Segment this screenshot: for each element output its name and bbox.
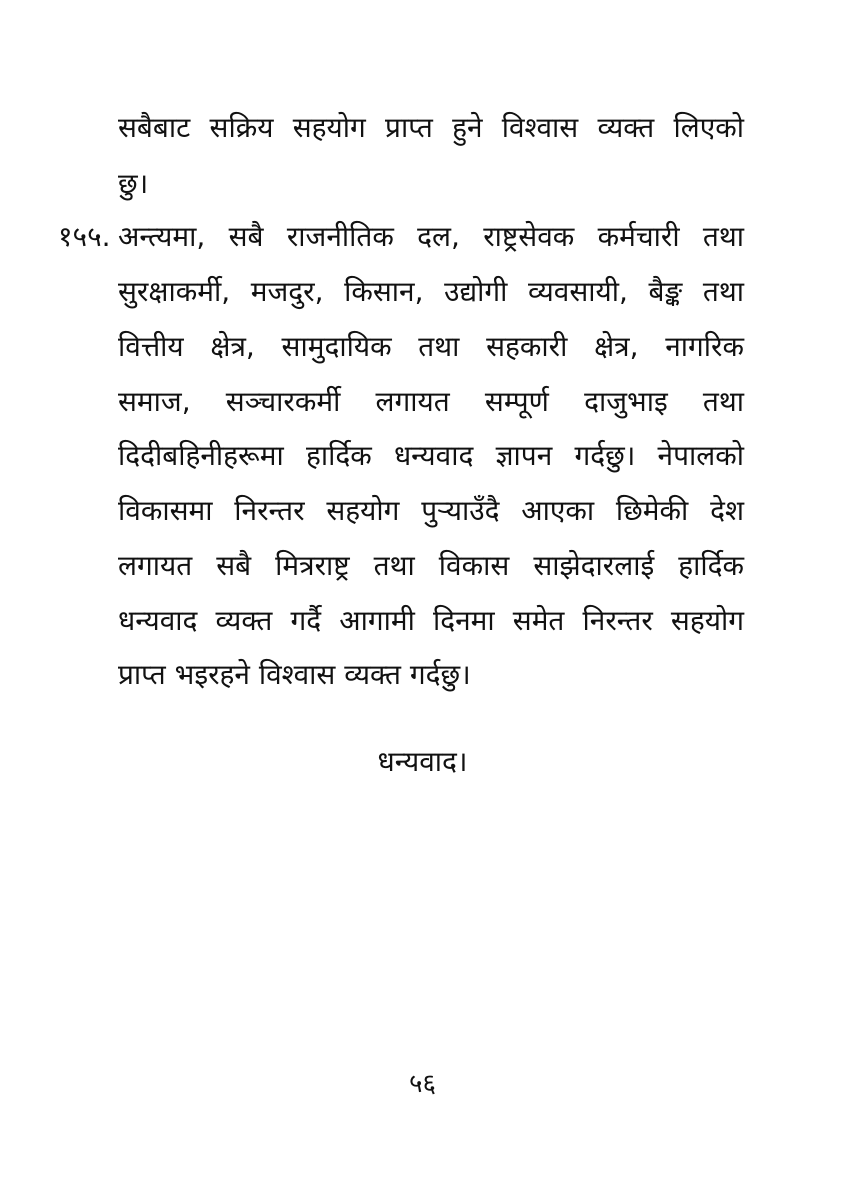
paragraph-line-6: विकासमा निरन्तर सहयोग पुऱ्याउँदै आएका छिमेकी देश [118, 494, 744, 527]
paragraph-number: १५५. [58, 220, 111, 253]
closing-thanks: धन्यवाद। [377, 745, 468, 778]
paragraph-line-7: लगायत सबै मित्रराष्ट्र तथा विकास साझेदारलाई हार्दिक [118, 549, 744, 582]
paragraph-line-9: प्राप्त भइरहने विश्वास व्यक्त गर्दछु। [118, 658, 471, 691]
paragraph-line-8: धन्यवाद व्यक्त गर्दै आगामी दिनमा समेत निरन्तर सहयोग [118, 604, 744, 637]
paragraph-line-3: वित्तीय क्षेत्र, सामुदायिक तथा सहकारी क्षेत्र, नागरिक [118, 330, 744, 363]
paragraph-line-1: अन्त्यमा, सबै राजनीतिक दल, राष्ट्रसेवक कर्मचारी तथा [118, 220, 744, 253]
page-number: ५६ [408, 1069, 437, 1099]
paragraph-line-5: दिदीबहिनीहरूमा हार्दिक धन्यवाद ज्ञापन गर्दछु। नेपालको [118, 439, 744, 472]
paragraph-line-4: समाज, सञ्चारकर्मी लगायत सम्पूर्ण दाजुभाइ तथा [118, 385, 744, 418]
paragraph-line-2: सुरक्षाकर्मी, मजदुर, किसान, उद्योगी व्यवसायी, बैङ्क तथा [118, 275, 744, 308]
continuation-line-1: सबैबाट सक्रिय सहयोग प्राप्त हुने विश्वास व्यक्त लिएको [118, 111, 744, 144]
continuation-line-2: छु। [118, 167, 149, 200]
